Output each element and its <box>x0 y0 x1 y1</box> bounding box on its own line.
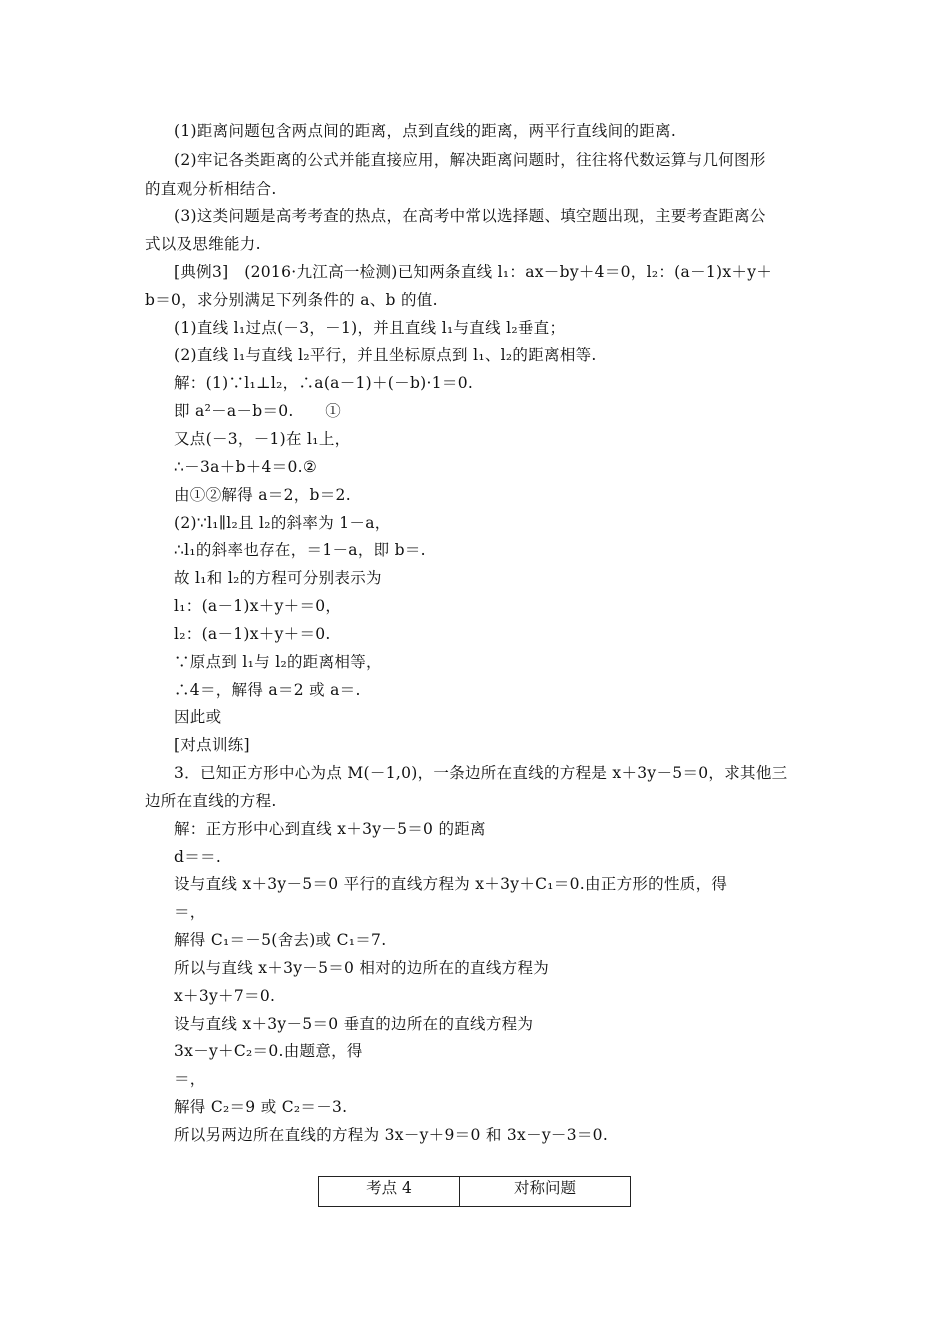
example-heading-line: [典例3] (2016·九江高一检测)已知两条直线 l₁：ax－by＋4＝0，l₂：(a－1)x＋y＋ <box>174 263 773 281</box>
text-line: 解：(1)∵l₁⊥l₂，∴a(a－1)＋(－b)·1＝0. <box>174 374 474 392</box>
text-line: l₁：(a－1)x＋y＋＝0， <box>174 597 342 615</box>
text-line: (2)牢记各类距离的公式并能直接应用，解决距离问题时，往往将代数运算与几何图形 <box>174 151 766 169</box>
text-line: 解得 C₁＝－5(舍去)或 C₁＝7. <box>174 931 387 949</box>
text-line: ∵原点到 l₁与 l₂的距离相等， <box>174 653 382 671</box>
text-line: 由①②解得 a＝2，b＝2. <box>174 486 351 504</box>
section-label: [对点训练] <box>174 736 250 754</box>
text-line: 解：正方形中心到直线 x＋3y－5＝0 的距离 <box>174 820 486 838</box>
text-line: 的直观分析相结合. <box>145 180 277 198</box>
topic-title-cell: 对称问题 <box>513 1179 576 1197</box>
text-line: (2)∵l₁∥l₂且 l₂的斜率为 1－a， <box>174 514 391 532</box>
text-line: ∴4＝，解得 a＝2 或 a＝. <box>174 681 361 699</box>
text-line: ＝， <box>174 1070 206 1088</box>
text-line: d＝＝. <box>174 848 222 866</box>
text-line: ∴－3a＋b＋4＝0.② <box>174 458 318 476</box>
topic-label-cell: 考点 4 <box>319 1177 460 1206</box>
text-line: 所以另两边所在直线的方程为 3x－y＋9＝0 和 3x－y－3＝0. <box>174 1126 609 1144</box>
text-line: b＝0，求分别满足下列条件的 a、b 的值. <box>145 291 438 309</box>
text-line: 设与直线 x＋3y－5＝0 垂直的边所在的直线方程为 <box>174 1015 534 1033</box>
text-line: 3．已知正方形中心为点 M(－1,0)，一条边所在直线的方程是 x＋3y－5＝0，求其他三 <box>174 764 788 782</box>
text-line: (1)距离问题包含两点间的距离，点到直线的距离，两平行直线间的距离. <box>174 122 677 140</box>
text-line: (3)这类问题是高考考查的热点，在高考中常以选择题、填空题出现，主要考查距离公 <box>174 207 766 225</box>
text-line: 式以及思维能力. <box>145 235 261 253</box>
text-line: 即 a²－a－b＝0. ① <box>174 402 342 420</box>
text-line: 解得 C₂＝9 或 C₂＝－3. <box>174 1098 348 1116</box>
text-line: 故 l₁和 l₂的方程可分别表示为 <box>174 569 382 587</box>
text-line: (2)直线 l₁与直线 l₂平行，并且坐标原点到 l₁、l₂的距离相等. <box>174 346 597 364</box>
topic-table <box>318 1176 631 1207</box>
text-line: ∴l₁的斜率也存在，＝1－a，即 b＝. <box>174 541 426 559</box>
text-line: (1)直线 l₁过点(－3，－1)，并且直线 l₁与直线 l₂垂直； <box>174 319 566 337</box>
text-line: 设与直线 x＋3y－5＝0 平行的直线方程为 x＋3y＋C₁＝0.由正方形的性质，得 <box>174 875 728 893</box>
text-line: l₂：(a－1)x＋y＋＝0. <box>174 625 331 643</box>
text-line: 3x－y＋C₂＝0.由题意，得 <box>174 1042 363 1060</box>
text-line: ＝， <box>174 903 206 921</box>
text-line: 所以与直线 x＋3y－5＝0 相对的边所在的直线方程为 <box>174 959 550 977</box>
text-line: 因此或 <box>174 708 222 726</box>
text-line: 边所在直线的方程. <box>145 792 277 810</box>
text-line: x＋3y＋7＝0. <box>174 987 276 1005</box>
text-line: 又点(－3，－1)在 l₁上， <box>174 430 351 448</box>
